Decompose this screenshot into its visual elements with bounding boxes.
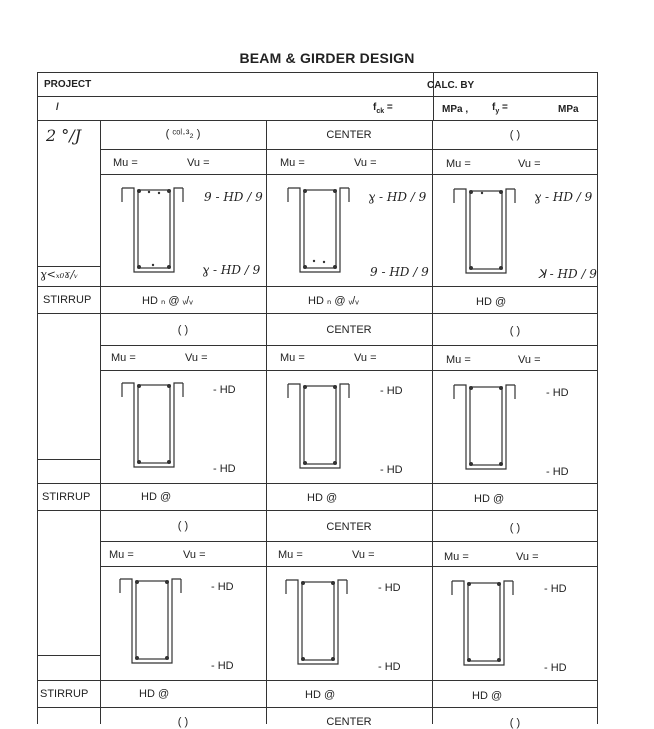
mu-label: Mu = xyxy=(111,352,136,364)
vu-label: Vu = xyxy=(187,157,210,169)
fy-unit: MPa xyxy=(558,104,579,115)
position-left: ( ) xyxy=(177,324,189,336)
stirrup-label: STIRRUP xyxy=(42,491,91,503)
top-rebar: 9 - HD / 9 xyxy=(204,190,263,204)
beam-section-diagram xyxy=(450,575,515,670)
beam-section-diagram xyxy=(118,573,183,668)
stirrup-spec: HD @ xyxy=(141,491,172,503)
mu-label: Mu = xyxy=(113,157,138,169)
beam-section-diagram xyxy=(120,182,185,277)
bottom-rebar: - HD xyxy=(380,464,403,476)
bottom-rebar: - HD xyxy=(544,662,567,674)
top-rebar: ɣ - HD / 9 xyxy=(368,190,427,204)
stirrup-spec: HD ₙ @ ᵥ/ᵥ xyxy=(142,295,193,307)
bottom-rebar: - HD xyxy=(378,661,401,673)
fck-unit: MPa , xyxy=(442,104,469,115)
beam-section-diagram xyxy=(120,377,185,472)
bottom-rebar: 9 - HD / 9 xyxy=(370,265,429,279)
beam-section-diagram xyxy=(452,183,517,278)
vu-label: Vu = xyxy=(354,352,377,364)
mu-label: Mu = xyxy=(446,354,471,366)
position-right: ( ) xyxy=(509,325,521,337)
bottom-rebar: ꓘ - HD / 9 xyxy=(538,267,597,281)
calc-by-label: CALC. BY xyxy=(427,80,475,91)
mu-label: Mu = xyxy=(280,157,305,169)
beam-section-diagram xyxy=(452,379,517,474)
position-center: CENTER xyxy=(326,129,372,141)
stirrup-spec: HD @ xyxy=(305,689,336,701)
bottom-rebar: ɣ - HD / 9 xyxy=(202,263,261,277)
position-left: ( ᶜᵒˡ·³₂ ) xyxy=(165,128,201,140)
vu-label: Vu = xyxy=(354,157,377,169)
fy-label: $f_y$ = xyxy=(492,102,508,115)
stirrup-spec: HD @ xyxy=(476,296,507,308)
position-right: ( ) xyxy=(509,522,521,534)
beam-section-diagram xyxy=(286,182,351,277)
top-rebar: - HD xyxy=(211,581,234,593)
vu-label: Vu = xyxy=(516,551,539,563)
stirrup-spec: HD @ xyxy=(139,688,170,700)
stirrup-spec: HD @ xyxy=(307,492,338,504)
position-right: ( ) xyxy=(509,129,521,141)
stirrup-spec: HD ₙ @ ᵥ/ᵥ xyxy=(308,295,359,307)
row-slash: / xyxy=(56,102,59,113)
vu-label: Vu = xyxy=(518,158,541,170)
top-rebar: - HD xyxy=(546,387,569,399)
stirrup-spec: HD @ xyxy=(474,493,505,505)
vu-label: Vu = xyxy=(518,354,541,366)
mu-label: Mu = xyxy=(444,551,469,563)
top-rebar: - HD xyxy=(213,384,236,396)
top-rebar: - HD xyxy=(544,583,567,595)
beam-section-diagram xyxy=(286,378,351,473)
project-label: PROJECT xyxy=(44,79,92,90)
page-title: BEAM & GIRDER DESIGN xyxy=(239,50,415,66)
position-center: CENTER xyxy=(326,521,372,533)
stirrup-spec: HD @ xyxy=(472,690,503,702)
mu-label: Mu = xyxy=(446,158,471,170)
position-right: ( ) xyxy=(509,717,521,729)
position-center: CENTER xyxy=(326,324,372,336)
beam-section-diagram xyxy=(284,574,349,669)
position-center: CENTER xyxy=(326,716,372,728)
mu-label: Mu = xyxy=(280,352,305,364)
stirrup-label: STIRRUP xyxy=(43,294,92,306)
side-note: ɣ<ₓ₀ɤ/ᵥ xyxy=(40,268,79,281)
bottom-rebar: - HD xyxy=(546,466,569,478)
top-rebar: - HD xyxy=(380,385,403,397)
top-rebar: ɣ - HD / 9 xyxy=(534,190,593,204)
bottom-rebar: - HD xyxy=(213,463,236,475)
position-left: ( ) xyxy=(177,520,189,532)
member-label: 2 °/J xyxy=(46,126,82,145)
fck-label: $f_{ck}$ = xyxy=(373,102,393,115)
position-left: ( ) xyxy=(177,716,189,728)
vu-label: Vu = xyxy=(352,549,375,561)
stirrup-label: STIRRUP xyxy=(40,688,89,700)
vu-label: Vu = xyxy=(185,352,208,364)
top-rebar: - HD xyxy=(378,582,401,594)
vu-label: Vu = xyxy=(183,549,206,561)
bottom-rebar: - HD xyxy=(211,660,234,672)
mu-label: Mu = xyxy=(109,549,134,561)
mu-label: Mu = xyxy=(278,549,303,561)
